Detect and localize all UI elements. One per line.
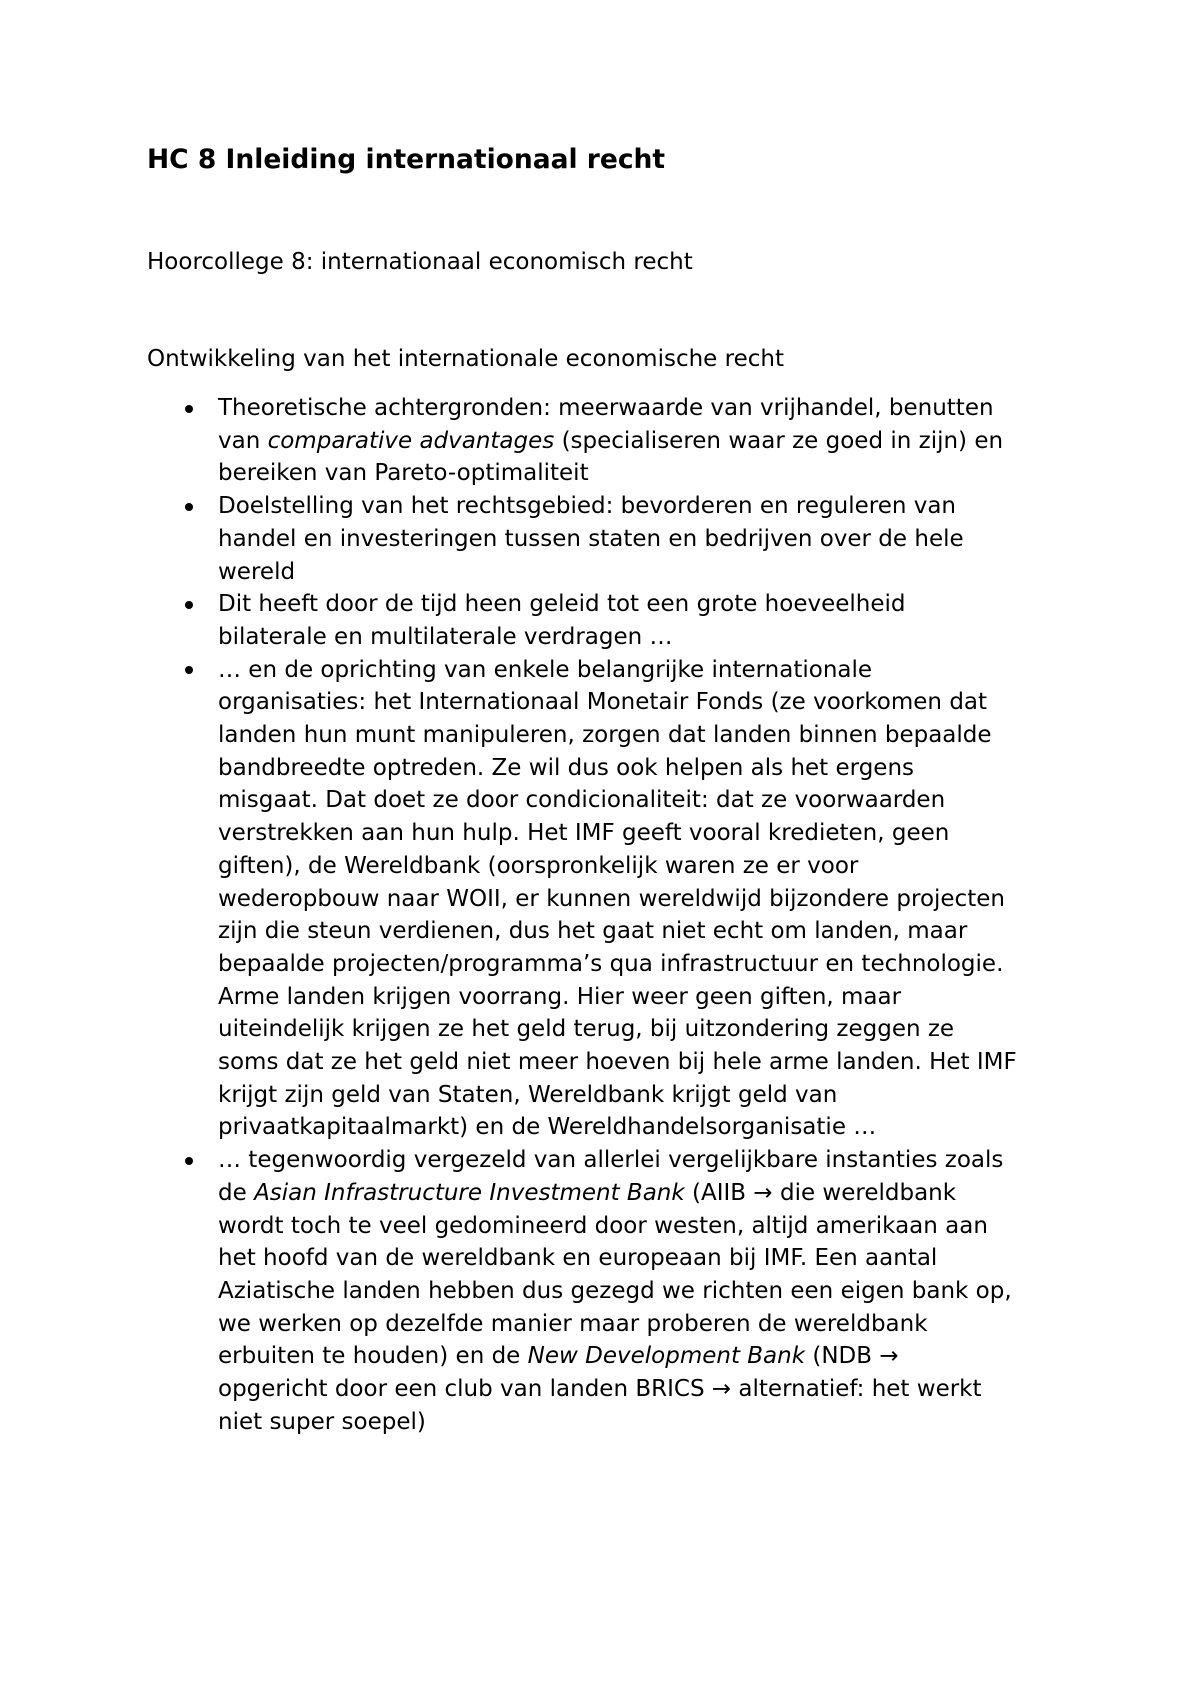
text-run: Aziatische landen hebben dus gezegd we richten een eigen bank op, — [218, 1277, 1012, 1304]
document-title: HC 8 Inleiding internationaal recht — [147, 144, 666, 175]
text-run: bilaterale en multilaterale verdragen … — [218, 623, 673, 650]
text-run: … tegenwoordig vergezeld van allerlei vergelijkbare instanties zoals — [218, 1147, 1004, 1174]
text-line — [218, 556, 1082, 589]
text-run: Arme landen krijgen voorrang. Hier weer geen giften, maar — [218, 983, 902, 1010]
text-line — [218, 425, 1082, 458]
text-line — [218, 883, 1082, 916]
text-line — [218, 752, 1082, 785]
text-run: Theoretische achtergronden: meerwaarde van vrijhandel, benutten — [218, 395, 994, 421]
bullet-icon — [185, 1157, 193, 1165]
text-run: handel en investeringen tussen staten en bedrijven over de hele — [218, 525, 964, 552]
list-item — [147, 654, 1082, 1145]
text-run: wederopbouw naar WOII, er kunnen wereldwijd bijzondere projecten — [218, 885, 1005, 912]
list-item — [147, 490, 1082, 588]
list-item — [147, 1144, 1082, 1438]
text-run: bandbreedte optreden. Ze wil dus ook helpen als het ergens — [218, 754, 915, 781]
text-run: Doelstelling van het rechtsgebied: bevorderen en reguleren van — [218, 493, 957, 520]
text-line — [218, 981, 1082, 1014]
text-run: (specialiseren waar ze goed in zijn) en — [554, 427, 1004, 454]
text-line — [218, 1275, 1082, 1308]
text-run: opgericht door een club van landen BRICS → alternatief: het werkt — [218, 1376, 982, 1403]
text-line — [218, 1406, 1082, 1439]
text-line — [218, 490, 1082, 523]
text-line — [218, 915, 1082, 948]
text-line — [218, 1210, 1082, 1243]
italic-term: comparative advantages — [267, 427, 555, 454]
text-run: zijn die steun verdienen, dus het gaat niet echt om landen, maar — [218, 918, 968, 945]
text-line — [218, 1079, 1082, 1112]
lecture-subtitle: Hoorcollege 8: internationaal economisch recht — [147, 249, 693, 275]
text-run: giften), de Wereldbank (oorspronkelijk waren ze er voor — [218, 852, 859, 879]
text-run: van — [218, 427, 268, 454]
text-run: krijgt zijn geld van Staten, Wereldbank krijgt geld van — [218, 1081, 838, 1108]
bullet-icon — [185, 503, 193, 511]
bullet-icon — [185, 666, 193, 674]
text-line — [218, 1046, 1082, 1079]
text-run: verstrekken aan hun hulp. Het IMF geeft vooral kredieten, geen — [218, 820, 950, 847]
text-run: landen hun munt manipuleren, zorgen dat landen binnen bepaalde — [218, 722, 992, 749]
text-run: … en de oprichting van enkele belangrijke internationale — [218, 656, 873, 683]
text-run: soms dat ze het geld niet meer hoeven bij hele arme landen. Het IMF — [218, 1049, 1017, 1076]
text-line — [218, 948, 1082, 981]
text-run: (NDB → — [805, 1343, 899, 1370]
section-heading: Ontwikkeling van het internationale economische recht — [147, 346, 784, 372]
italic-term: New Development Bank — [527, 1343, 806, 1370]
text-line — [218, 1111, 1082, 1144]
text-line — [218, 1308, 1082, 1341]
text-line — [218, 392, 1082, 425]
text-run: privaatkapitaalmarkt) en de Wereldhandelsorganisatie … — [218, 1114, 877, 1141]
bullet-list — [147, 392, 1082, 1439]
text-line — [218, 523, 1082, 556]
list-item — [147, 588, 1082, 653]
text-run: misgaat. Dat doet ze door condicionaliteit: dat ze voorwaarden — [218, 787, 946, 814]
text-line — [218, 1373, 1082, 1406]
text-line — [218, 1013, 1082, 1046]
text-line — [218, 1144, 1082, 1177]
text-run: erbuiten te houden) en de — [218, 1343, 528, 1370]
text-run: bepaalde projecten/programma’s qua infrastructuur en technologie. — [218, 950, 1004, 977]
bullet-icon — [185, 405, 193, 413]
text-line — [218, 654, 1082, 687]
text-run: (AIIB → die wereldbank — [684, 1179, 957, 1206]
text-line — [218, 1177, 1082, 1210]
text-run: niet super soepel) — [218, 1408, 426, 1435]
text-line — [218, 784, 1082, 817]
text-line — [218, 850, 1082, 883]
text-run: wordt toch te veel gedomineerd door westen, altijd amerikaan aan — [218, 1212, 988, 1239]
text-line — [218, 686, 1082, 719]
text-line — [218, 1242, 1082, 1275]
text-line — [218, 621, 1082, 654]
bullet-icon — [185, 601, 193, 609]
text-run: organisaties: het Internationaal Monetair Fonds (ze voorkomen dat — [218, 689, 988, 716]
italic-term: Asian Infrastructure Investment Bank — [254, 1179, 685, 1206]
text-line — [218, 719, 1082, 752]
text-run: de — [218, 1179, 255, 1206]
text-line — [218, 817, 1082, 850]
list-item — [147, 392, 1082, 490]
text-line — [218, 457, 1082, 490]
text-run: Dit heeft door de tijd heen geleid tot een grote hoeveelheid — [218, 591, 906, 618]
text-run: uiteindelijk krijgen ze het geld terug, bij uitzondering zeggen ze — [218, 1016, 955, 1043]
text-run: wereld — [218, 558, 296, 585]
text-line — [218, 1340, 1082, 1373]
text-line — [218, 588, 1082, 621]
text-run: we werken op dezelfde manier maar proberen de wereldbank — [218, 1310, 928, 1337]
text-run: bereiken van Pareto-optimaliteit — [218, 460, 589, 487]
text-run: het hoofd van de wereldbank en europeaan bij IMF. Een aantal — [218, 1245, 938, 1272]
